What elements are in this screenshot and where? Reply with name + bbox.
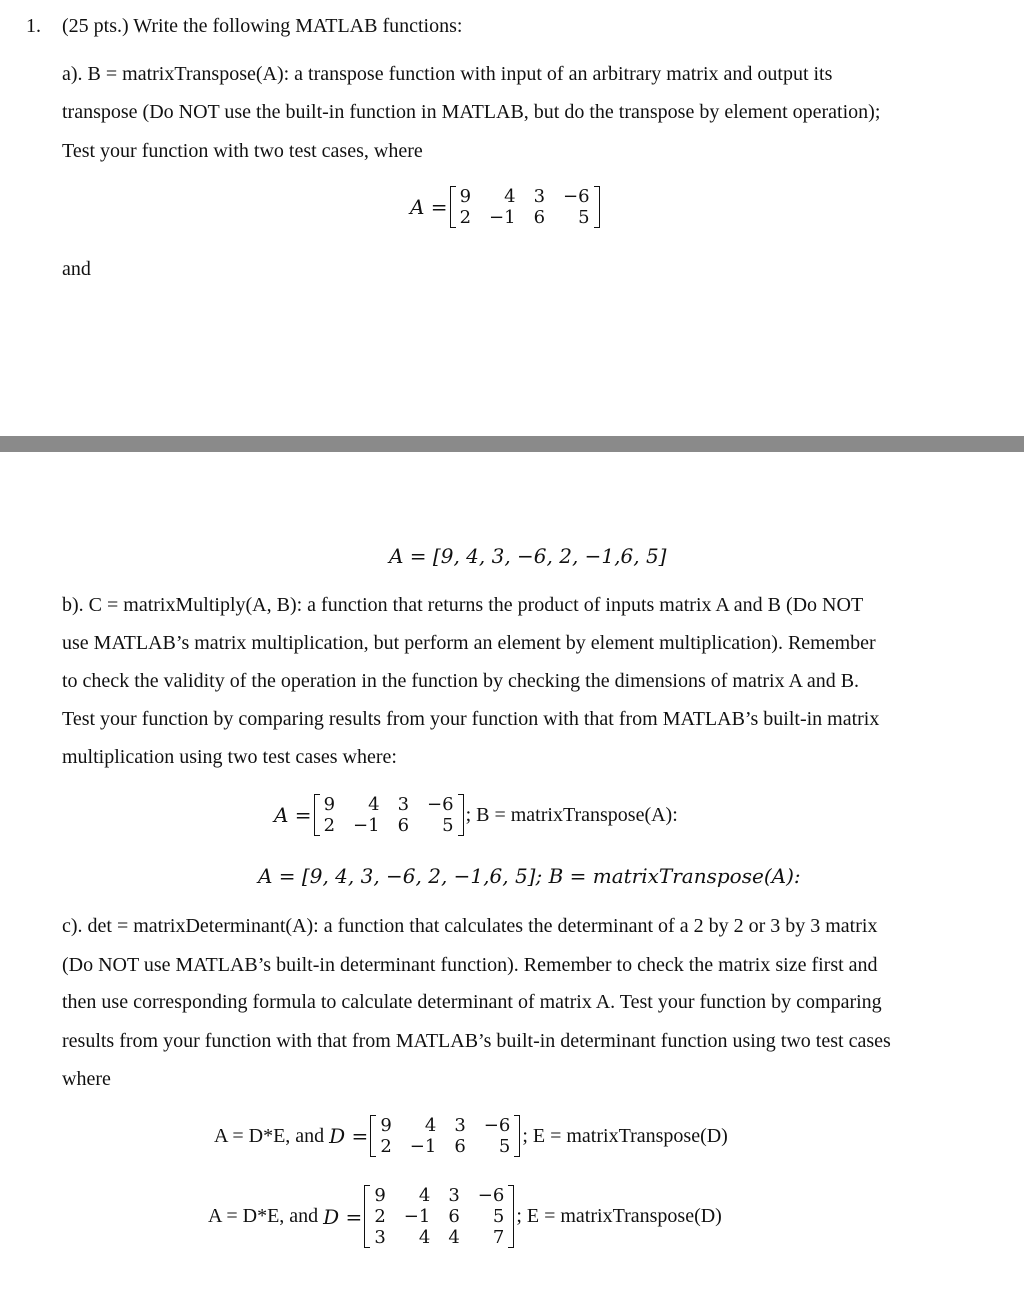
page-divider <box>0 436 1024 452</box>
part-c-line-3: then use corresponding formula to calculate determinant of matrix A. Test your function by comparing <box>62 991 882 1013</box>
part-a-line-2: transpose (Do NOT use the built-in function in MATLAB, but do the transpose by element operation); <box>62 101 881 123</box>
part-a-matrix-equation <box>410 186 602 228</box>
part-c-line-1: c). det = matrixDeterminant(A): a function that calculates the determinant of a 2 by 2 or 3 by 3 matrix <box>62 915 878 937</box>
part-b-line-1: b). C = matrixMultiply(A, B): a function that returns the product of inputs matrix A and B (Do NOT <box>62 594 864 616</box>
part-a-and: and <box>62 258 91 280</box>
part-b-line-5: multiplication using two test cases where: <box>62 746 397 768</box>
part-b-line-3: to check the validity of the operation in the function by checking the dimensions of matrix A and B. <box>62 670 860 692</box>
part-c-case-2 <box>208 1185 722 1248</box>
part-c-case-1-var: D = <box>329 1124 369 1148</box>
part-c-line-2: (Do NOT use MATLAB’s built-in determinant function). Remember to check the matrix size first and <box>62 954 878 976</box>
part-a-matrix: 9 4 3 −6 2 −1 6 5 <box>450 186 600 228</box>
problem-header: (25 pts.) Write the following MATLAB functions: <box>62 15 463 37</box>
part-c-line-4: results from your function with that from MATLAB’s built-in determinant function using two test cases <box>62 1030 891 1052</box>
part-a-matrix-label: A = <box>410 195 448 219</box>
part-b-matrix-equation <box>274 794 678 836</box>
part-b-matrix-label: A = <box>274 803 312 827</box>
part-b-matrix-suffix: ; B = matrixTranspose(A): <box>465 803 678 826</box>
part-b-line-4: Test your function by comparing results from your function with that from MATLAB’s built-in matrix <box>62 708 880 730</box>
part-c-case-2-var: D = <box>323 1204 363 1229</box>
part-a-vector-equation: A = [9, 4, 3, −6, 2, −1,6, 5] <box>389 544 667 568</box>
part-c-case-1-suffix: ; E = matrixTranspose(D) <box>522 1124 728 1147</box>
part-a-line-1: a). B = matrixTranspose(A): a transpose function with input of an arbitrary matrix and output its <box>62 63 833 85</box>
part-c-case-1-prefix: A = D*E, and <box>214 1124 325 1147</box>
part-c-case-2-suffix: ; E = matrixTranspose(D) <box>516 1205 722 1227</box>
part-a-line-3: Test your function with two test cases, where <box>62 140 423 162</box>
part-c-line-5: where <box>62 1068 111 1090</box>
part-c-case-1-matrix: 9 4 3 −6 2 −1 6 5 <box>370 1115 520 1157</box>
part-c-case-2-matrix: 9 4 3 −6 2 −1 6 5 3 4 4 7 <box>364 1185 514 1248</box>
part-c-case-2-prefix: A = D*E, and <box>208 1205 319 1227</box>
part-b-line-2: use MATLAB’s matrix multiplication, but perform an element by element multiplication). Remember <box>62 632 876 654</box>
problem-number: 1. <box>26 15 41 37</box>
part-b-matrix: 9 4 3 −6 2 −1 6 5 <box>314 794 464 836</box>
part-c-case-1 <box>214 1115 728 1157</box>
part-b-vector-equation: A = [9, 4, 3, −6, 2, −1,6, 5]; B = matrixTranspose(A): <box>258 864 801 888</box>
